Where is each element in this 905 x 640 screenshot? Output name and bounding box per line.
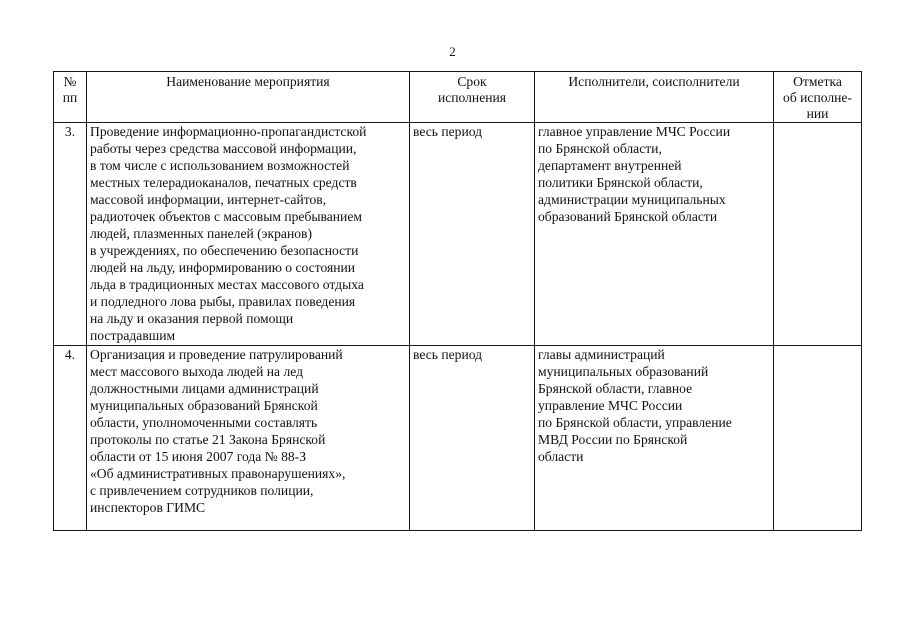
header-num-line: пп: [62, 90, 78, 105]
event-name-line: и подледного лова рыбы, правилах поведения: [90, 294, 356, 309]
executors-line: главное управление МЧС России: [538, 124, 731, 139]
executors-line: по Брянской области, управление: [538, 415, 732, 430]
header-term-line: Срок: [457, 74, 487, 89]
header-name: [87, 72, 410, 123]
header-executors-text: Исполнители, соисполнители: [568, 74, 740, 89]
event-name-line: с привлечением сотрудников полиции,: [90, 483, 314, 498]
executors-line: по Брянской области,: [538, 141, 662, 156]
executors-line: Брянской области, главное: [538, 381, 693, 396]
event-name-cell: [87, 346, 410, 531]
executors-line: политики Брянской области,: [538, 175, 703, 190]
header-mark-line: Отметка: [793, 74, 842, 89]
event-name-line: области от 15 июня 2007 года № 88-З: [90, 449, 307, 464]
event-name-line: инспекторов ГИМС: [90, 500, 206, 515]
event-name-line: области, уполномоченными составлять: [90, 415, 318, 430]
executors-line: администрации муниципальных: [538, 192, 726, 207]
header-mark: [774, 72, 862, 123]
event-name-line: массовой информации, интернет-сайтов,: [90, 192, 327, 207]
header-mark-line: об исполне-: [783, 90, 852, 105]
event-term-cell: весь период: [410, 346, 535, 531]
event-name-line: Организация и проведение патрулирований: [90, 347, 343, 362]
executors-line: МВД России по Брянской: [538, 432, 688, 447]
row-number: 3.: [54, 123, 87, 346]
event-name-line: должностными лицами администраций: [90, 381, 319, 396]
header-executors: [535, 72, 774, 123]
event-name-line: местных телерадиоканалов, печатных средств: [90, 175, 357, 190]
executors-line: муниципальных образований: [538, 364, 709, 379]
event-name-line: в том числе с использованием возможностей: [90, 158, 350, 173]
table-row: [54, 346, 862, 531]
event-mark-cell: [774, 123, 862, 346]
executors-line: области: [538, 449, 584, 464]
page-number: 2: [449, 44, 456, 59]
header-mark-line: нии: [806, 106, 829, 121]
event-term-cell: весь период: [410, 123, 535, 346]
event-name-cell: [87, 123, 410, 346]
event-name-line: людей, плазменных панелей (экранов): [90, 226, 312, 241]
event-name-line: радиоточек объектов с массовым пребыванием: [90, 209, 362, 224]
event-executors-cell: [535, 123, 774, 346]
executors-line: главы администраций: [538, 347, 665, 362]
event-name-line: муниципальных образований Брянской: [90, 398, 318, 413]
event-name-line: протоколы по статье 21 Закона Брянской: [90, 432, 326, 447]
event-name-line: мест массового выхода людей на лед: [90, 364, 304, 379]
header-term-line: исполнения: [437, 90, 507, 105]
header-num: [54, 72, 87, 123]
header-term: [410, 72, 535, 123]
event-name-line: «Об административных правонарушениях»,: [90, 466, 346, 481]
events-table: [53, 71, 862, 531]
event-mark-cell: [774, 346, 862, 531]
table-header-row: [54, 72, 862, 123]
executors-line: департамент внутренней: [538, 158, 682, 173]
event-name-line: на льду и оказания первой помощи: [90, 311, 294, 326]
header-num-line: №: [63, 74, 77, 89]
event-name-line: людей на льду, информированию о состоянии: [90, 260, 356, 275]
event-name-line: пострадавшим: [90, 328, 176, 343]
event-name-line: работы через средства массовой информации,: [90, 141, 357, 156]
event-executors-cell: [535, 346, 774, 531]
table-row: [54, 123, 862, 346]
event-name-line: в учреждениях, по обеспечению безопасности: [90, 243, 359, 258]
row-number: 4.: [54, 346, 87, 531]
header-name-text: Наименование мероприятия: [166, 74, 330, 89]
executors-line: управление МЧС России: [538, 398, 683, 413]
event-name-line: льда в традиционных местах массового отдыха: [90, 277, 364, 292]
executors-line: образований Брянской области: [538, 209, 718, 224]
event-name-line: Проведение информационно-пропагандистской: [90, 124, 367, 139]
